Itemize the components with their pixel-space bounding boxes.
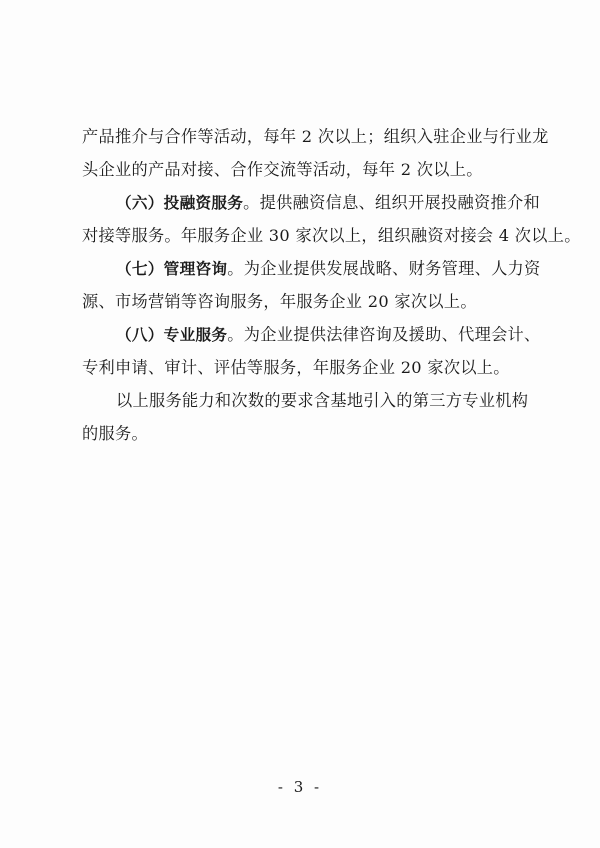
section-heading-seven: （七）管理咨询 <box>116 260 228 278</box>
text-line: 的服务。 <box>82 424 148 443</box>
section-seven-first-line <box>82 252 541 285</box>
text-line: 头企业的产品对接、合作交流等活动，每年 2 次以上。 <box>82 160 483 179</box>
section-eight-text: 。为企业提供法律咨询及援助、代理会计、 <box>227 325 541 344</box>
text-line: 专利申请、审计、评估等服务，年服务企业 20 家次以上。 <box>82 358 510 377</box>
page-number: - 3 - <box>277 778 323 796</box>
section-seven-text: 。为企业提供发展战略、财务管理、人力资 <box>227 259 541 278</box>
section-six-text: 。提供融资信息、组织开展投融资推介和 <box>243 193 540 212</box>
section-heading-eight: （八）专业服务 <box>116 326 228 344</box>
closing-note-first-line: 以上服务能力和次数的要求含基地引入的第三方专业机构 <box>116 391 529 410</box>
section-heading-six: （六）投融资服务 <box>116 194 244 212</box>
text-line: 源、市场营销等咨询服务，年服务企业 20 家次以上。 <box>82 292 477 311</box>
document-body <box>82 120 581 450</box>
text-line: 产品推介与合作等活动，每年 2 次以上；组织入驻企业与行业龙 <box>82 127 549 146</box>
text-line: 对接等服务。年服务企业 30 家次以上，组织融资对接会 4 次以上。 <box>82 226 581 245</box>
section-eight-first-line <box>82 318 541 351</box>
section-six-first-line <box>82 186 540 219</box>
